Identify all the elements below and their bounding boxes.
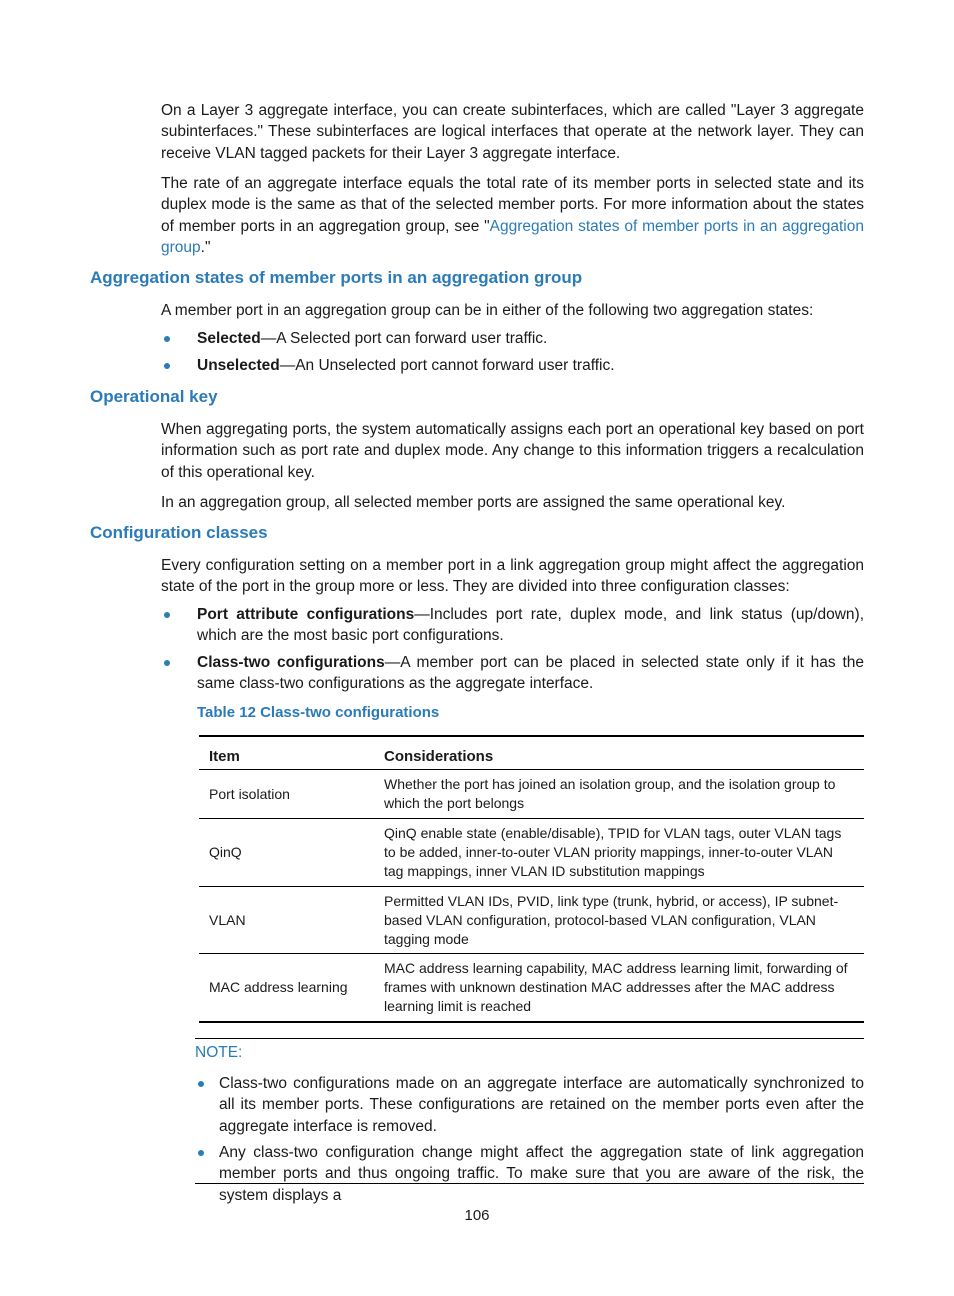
note-bottom-rule (195, 1183, 864, 1184)
operational-key-paragraph-1: When aggregating ports, the system automatically assigns each port an operational key based on port information such as port rate and duplex mode. Any change to this information triggers a recalculation of this operational key. (161, 421, 864, 481)
bullet-term: Selected (197, 330, 261, 347)
table-header-row (199, 736, 864, 770)
bullet-term: Unselected (197, 357, 280, 374)
table-header-considerations: Considerations (374, 736, 864, 770)
bullet-icon (198, 1150, 204, 1156)
intro-paragraph-2-end: ." (200, 238, 211, 256)
intro-paragraph-2 (161, 173, 864, 258)
bullet-term: Class-two configurations (197, 654, 385, 671)
bullet-class-two (197, 652, 864, 695)
table-row (199, 954, 864, 1022)
table-header-item: Item (199, 736, 374, 770)
table-cell-item: QinQ (199, 819, 374, 887)
bullet-icon (164, 660, 170, 666)
note-title: NOTE: (195, 1044, 243, 1061)
intro-paragraph-2-text: The rate of an aggregate interface equals the total rate of its member ports in selected state and its duplex mode is the same as that of the selected member ports. For more information about the states of member ports in an aggregation group, see " (161, 175, 864, 235)
table-caption: Table 12 Class-two configurations (197, 704, 440, 721)
bullet-desc: —A member port can be placed in selected state only if it has the same class-two configurations as the aggregate interface. (197, 654, 864, 693)
class-two-table (199, 735, 864, 1023)
bullet-desc: —Includes port rate, duplex mode, and link status (up/down), which are the most basic port configurations. (197, 606, 864, 645)
table-cell-considerations: Whether the port has joined an isolation group, and the isolation group to which the port belongs (374, 770, 864, 819)
table-cell-item: MAC address learning (199, 954, 374, 1022)
table-row (199, 770, 864, 819)
bullet-term: Port attribute configurations (197, 606, 415, 623)
note-item: Class-two configurations made on an aggregate interface are automatically synchronized to all its member ports. These configurations are retained on the member ports even after the aggregate interface is removed. (219, 1075, 864, 1135)
table-row (199, 819, 864, 887)
operational-key-paragraph-2: In an aggregation group, all selected member ports are assigned the same operational key. (161, 494, 786, 511)
table-cell-considerations: QinQ enable state (enable/disable), TPID for VLAN tags, outer VLAN tags to be added, inner-to-outer VLAN priority mappings, inner-to-outer VLAN tag mappings, inner VLAN ID substitution mappings (374, 819, 864, 887)
configuration-classes-text: Every configuration setting on a member port in a link aggregation group might affect the aggregation state of the port in the group more or less. They are divided into three configuration classes: (161, 557, 864, 596)
bullet-selected (197, 328, 864, 349)
table-cell-item: Port isolation (199, 770, 374, 819)
table-row (199, 887, 864, 954)
note-top-rule (195, 1038, 864, 1039)
bullet-icon (164, 363, 170, 369)
bullet-unselected (197, 355, 864, 376)
heading-aggregation-states: Aggregation states of member ports in an aggregation group (90, 268, 583, 287)
aggregation-states-link[interactable]: Aggregation states of member ports in an aggregation group (161, 217, 864, 256)
table-cell-item: VLAN (199, 887, 374, 954)
bullet-icon (164, 336, 170, 342)
bullet-desc: —A Selected port can forward user traffic. (260, 330, 548, 347)
page-number: 106 (464, 1207, 490, 1224)
aggregation-states-text: A member port in an aggregation group can be in either of the following two aggregation states: (161, 302, 814, 319)
heading-configuration-classes: Configuration classes (90, 523, 268, 542)
heading-operational-key: Operational key (90, 387, 218, 406)
table-cell-considerations: MAC address learning capability, MAC address learning limit, forwarding of frames with unknown destination MAC addresses after the MAC address learning limit is reached (374, 954, 864, 1022)
bullet-port-attribute (197, 604, 864, 647)
bullet-icon (164, 612, 170, 618)
intro-paragraph-1: On a Layer 3 aggregate interface, you can create subinterfaces, which are called "Layer 3 aggregate subinterfaces." These subinterfaces are logical interfaces that operate at the network layer. They can receive VLAN tagged packets for their Layer 3 aggregate interface. (161, 102, 864, 162)
note-item: Any class-two configuration change might affect the aggregation state of link aggregation member ports and thus ongoing traffic. To make sure that you are aware of the risk, the system displays a (219, 1144, 864, 1204)
bullet-desc: —An Unselected port cannot forward user traffic. (279, 357, 615, 374)
bullet-icon (198, 1081, 204, 1087)
table-cell-considerations: Permitted VLAN IDs, PVID, link type (trunk, hybrid, or access), IP subnet-based VLAN configuration, protocol-based VLAN configuration, VLAN tagging mode (374, 887, 864, 954)
